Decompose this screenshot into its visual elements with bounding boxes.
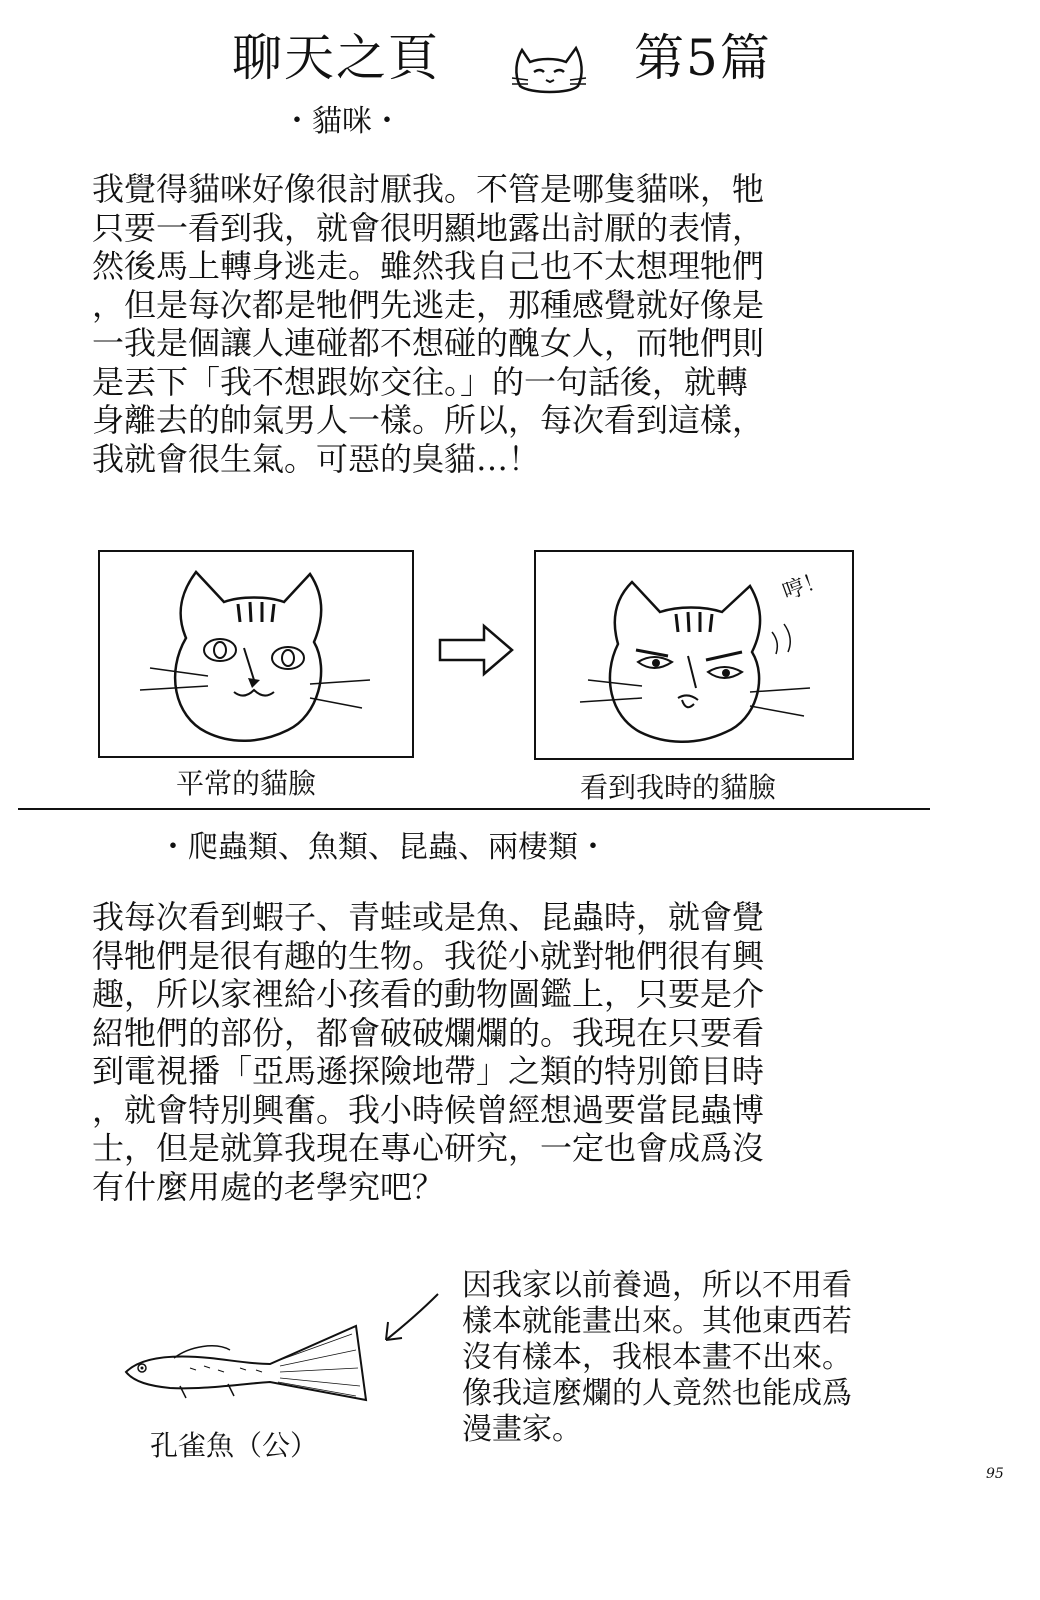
panel-annoyed-cat-face xyxy=(534,550,854,760)
fish-note xyxy=(462,1268,852,1448)
panel-normal-cat-face xyxy=(98,550,414,758)
text-line: 有什麼用處的老學究吧？ xyxy=(92,1167,445,1206)
text-line: 趣，所以家裡給小孩看的動物圖鑑上，只要是介 xyxy=(92,975,765,1013)
section-divider xyxy=(18,808,930,810)
text-line: 一我是個讓人連碰都不想碰的醜女人，而牠們則 xyxy=(92,324,765,362)
note-line: 沒有樣本，我根本畫不出來。 xyxy=(462,1340,852,1375)
text-line: 是丟下「我不想跟妳交往。」的一句話後，就轉 xyxy=(92,362,749,401)
text-line: 得牠們是很有趣的生物。我從小就對牠們很有興 xyxy=(92,936,765,975)
cat-face-icon xyxy=(512,40,586,96)
sound-effect-text: 哼！ xyxy=(779,566,830,606)
text-line: 身離去的帥氣男人一樣。所以，每次看到這樣， xyxy=(92,401,765,439)
caption-normal-cat-face: 平常的貓臉 xyxy=(176,767,317,800)
guppy-fish-drawing xyxy=(120,1320,370,1410)
normal-cat-face-drawing xyxy=(100,552,412,756)
text-line: ，就會特別興奮。我小時候曾經想過要當昆蟲博 xyxy=(92,1090,765,1129)
paragraph-cats xyxy=(92,170,764,478)
note-line: 像我這麼爛的人竟然也能成爲 xyxy=(462,1376,852,1411)
page-title: 聊天之頁 xyxy=(232,29,440,87)
text-line: ，但是每次都是牠們先逃走，那種感覺就好像是 xyxy=(92,285,765,324)
pointer-arrow-icon xyxy=(378,1290,442,1348)
text-line: 我覺得貓咪好像很討厭我。不管是哪隻貓咪，牠 xyxy=(92,170,765,208)
right-arrow-icon xyxy=(436,622,516,678)
text-line: 然後馬上轉身逃走。雖然我自己也不太想理牠們 xyxy=(92,247,765,285)
text-line: 我就會很生氣。可惡的臭貓…！ xyxy=(92,439,541,478)
paragraph-animals xyxy=(92,898,764,1206)
page-number: 95 xyxy=(986,1466,1004,1482)
text-line: 士，但是就算我現在專心研究，一定也會成爲沒 xyxy=(92,1129,765,1167)
note-line: 因我家以前養過，所以不用看 xyxy=(462,1268,852,1303)
annoyed-cat-face-drawing xyxy=(536,552,852,758)
section-heading-cats: ・貓咪・ xyxy=(282,104,402,139)
caption-annoyed-cat-face: 看到我時的貓臉 xyxy=(580,771,777,804)
text-line: 紹牠們的部份，都會破破爛爛的。我現在只要看 xyxy=(92,1013,765,1052)
text-line: 我每次看到蝦子、青蛙或是魚、昆蟲時，就會覺 xyxy=(92,898,765,936)
text-line: 只要一看到我，就會很明顯地露出討厭的表情， xyxy=(92,208,765,247)
note-line: 漫畫家。 xyxy=(462,1412,582,1447)
section-heading-animals: ・爬蟲類、魚類、昆蟲、兩棲類・ xyxy=(158,830,608,865)
chapter-number: 第5篇 xyxy=(634,29,772,87)
text-line: 到電視播「亞馬遜探險地帶」之類的特別節目時 xyxy=(92,1052,765,1090)
caption-guppy: 孔雀魚（公） xyxy=(150,1429,319,1462)
note-line: 樣本就能畫出來。其他東西若 xyxy=(462,1304,852,1339)
